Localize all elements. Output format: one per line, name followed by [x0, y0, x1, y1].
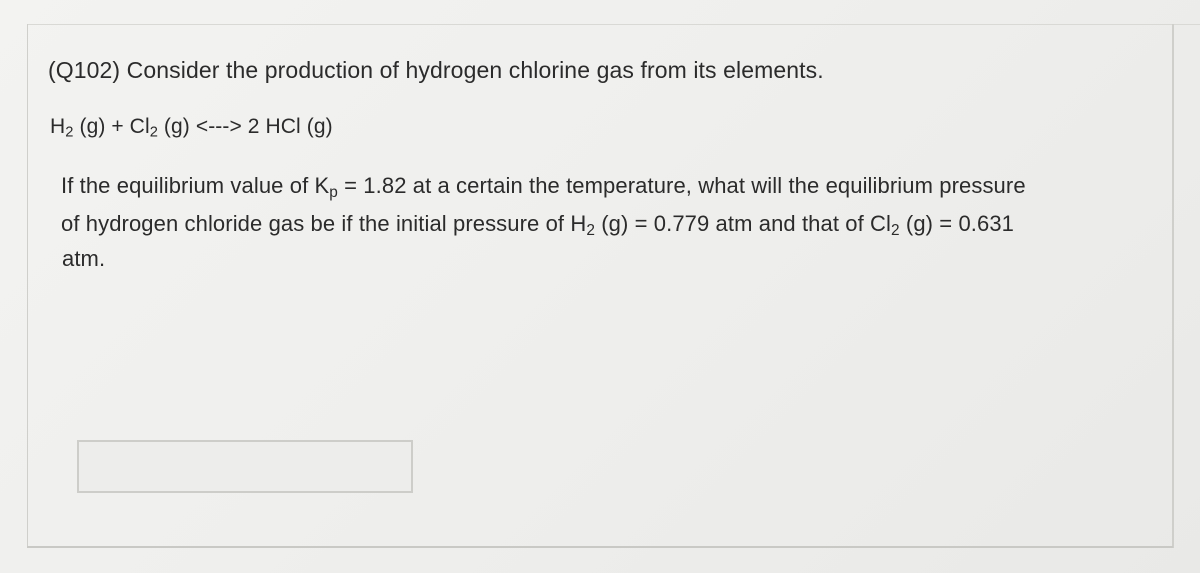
question-body-line-2	[61, 211, 1014, 237]
body-line2-middle: (g) = 0.779 atm and that of Cl	[595, 211, 892, 236]
body-line2-start: of hydrogen chloride gas be if the initial pressure of H	[61, 211, 587, 236]
equation-h-symbol: H	[50, 115, 66, 138]
body-line2-end: (g) = 0.631	[899, 211, 1015, 236]
answer-input[interactable]	[77, 440, 413, 493]
card-right-border	[1172, 24, 1174, 548]
equation-cl-subscript: 2	[149, 124, 158, 141]
body-line1-start: If the equilibrium value of K	[61, 173, 330, 198]
card-bottom-border	[27, 546, 1173, 548]
equation-h-state: (g) + Cl	[73, 115, 150, 138]
equation-h-subscript: 2	[65, 124, 74, 141]
cl2-subscript: 2	[891, 221, 900, 239]
question-body-line-3: atm.	[62, 246, 106, 271]
kp-subscript: p	[329, 183, 338, 201]
question-title: (Q102) Consider the production of hydrogen chlorine gas from its elements.	[48, 57, 824, 83]
body-line1-end: = 1.82 at a certain the temperature, what will the equilibrium pressure	[337, 173, 1026, 198]
equation-rest: (g) <---> 2 HCl (g)	[158, 115, 333, 138]
question-body-line-1	[61, 173, 1026, 199]
reaction-equation	[50, 115, 333, 139]
h2-subscript: 2	[586, 221, 596, 239]
